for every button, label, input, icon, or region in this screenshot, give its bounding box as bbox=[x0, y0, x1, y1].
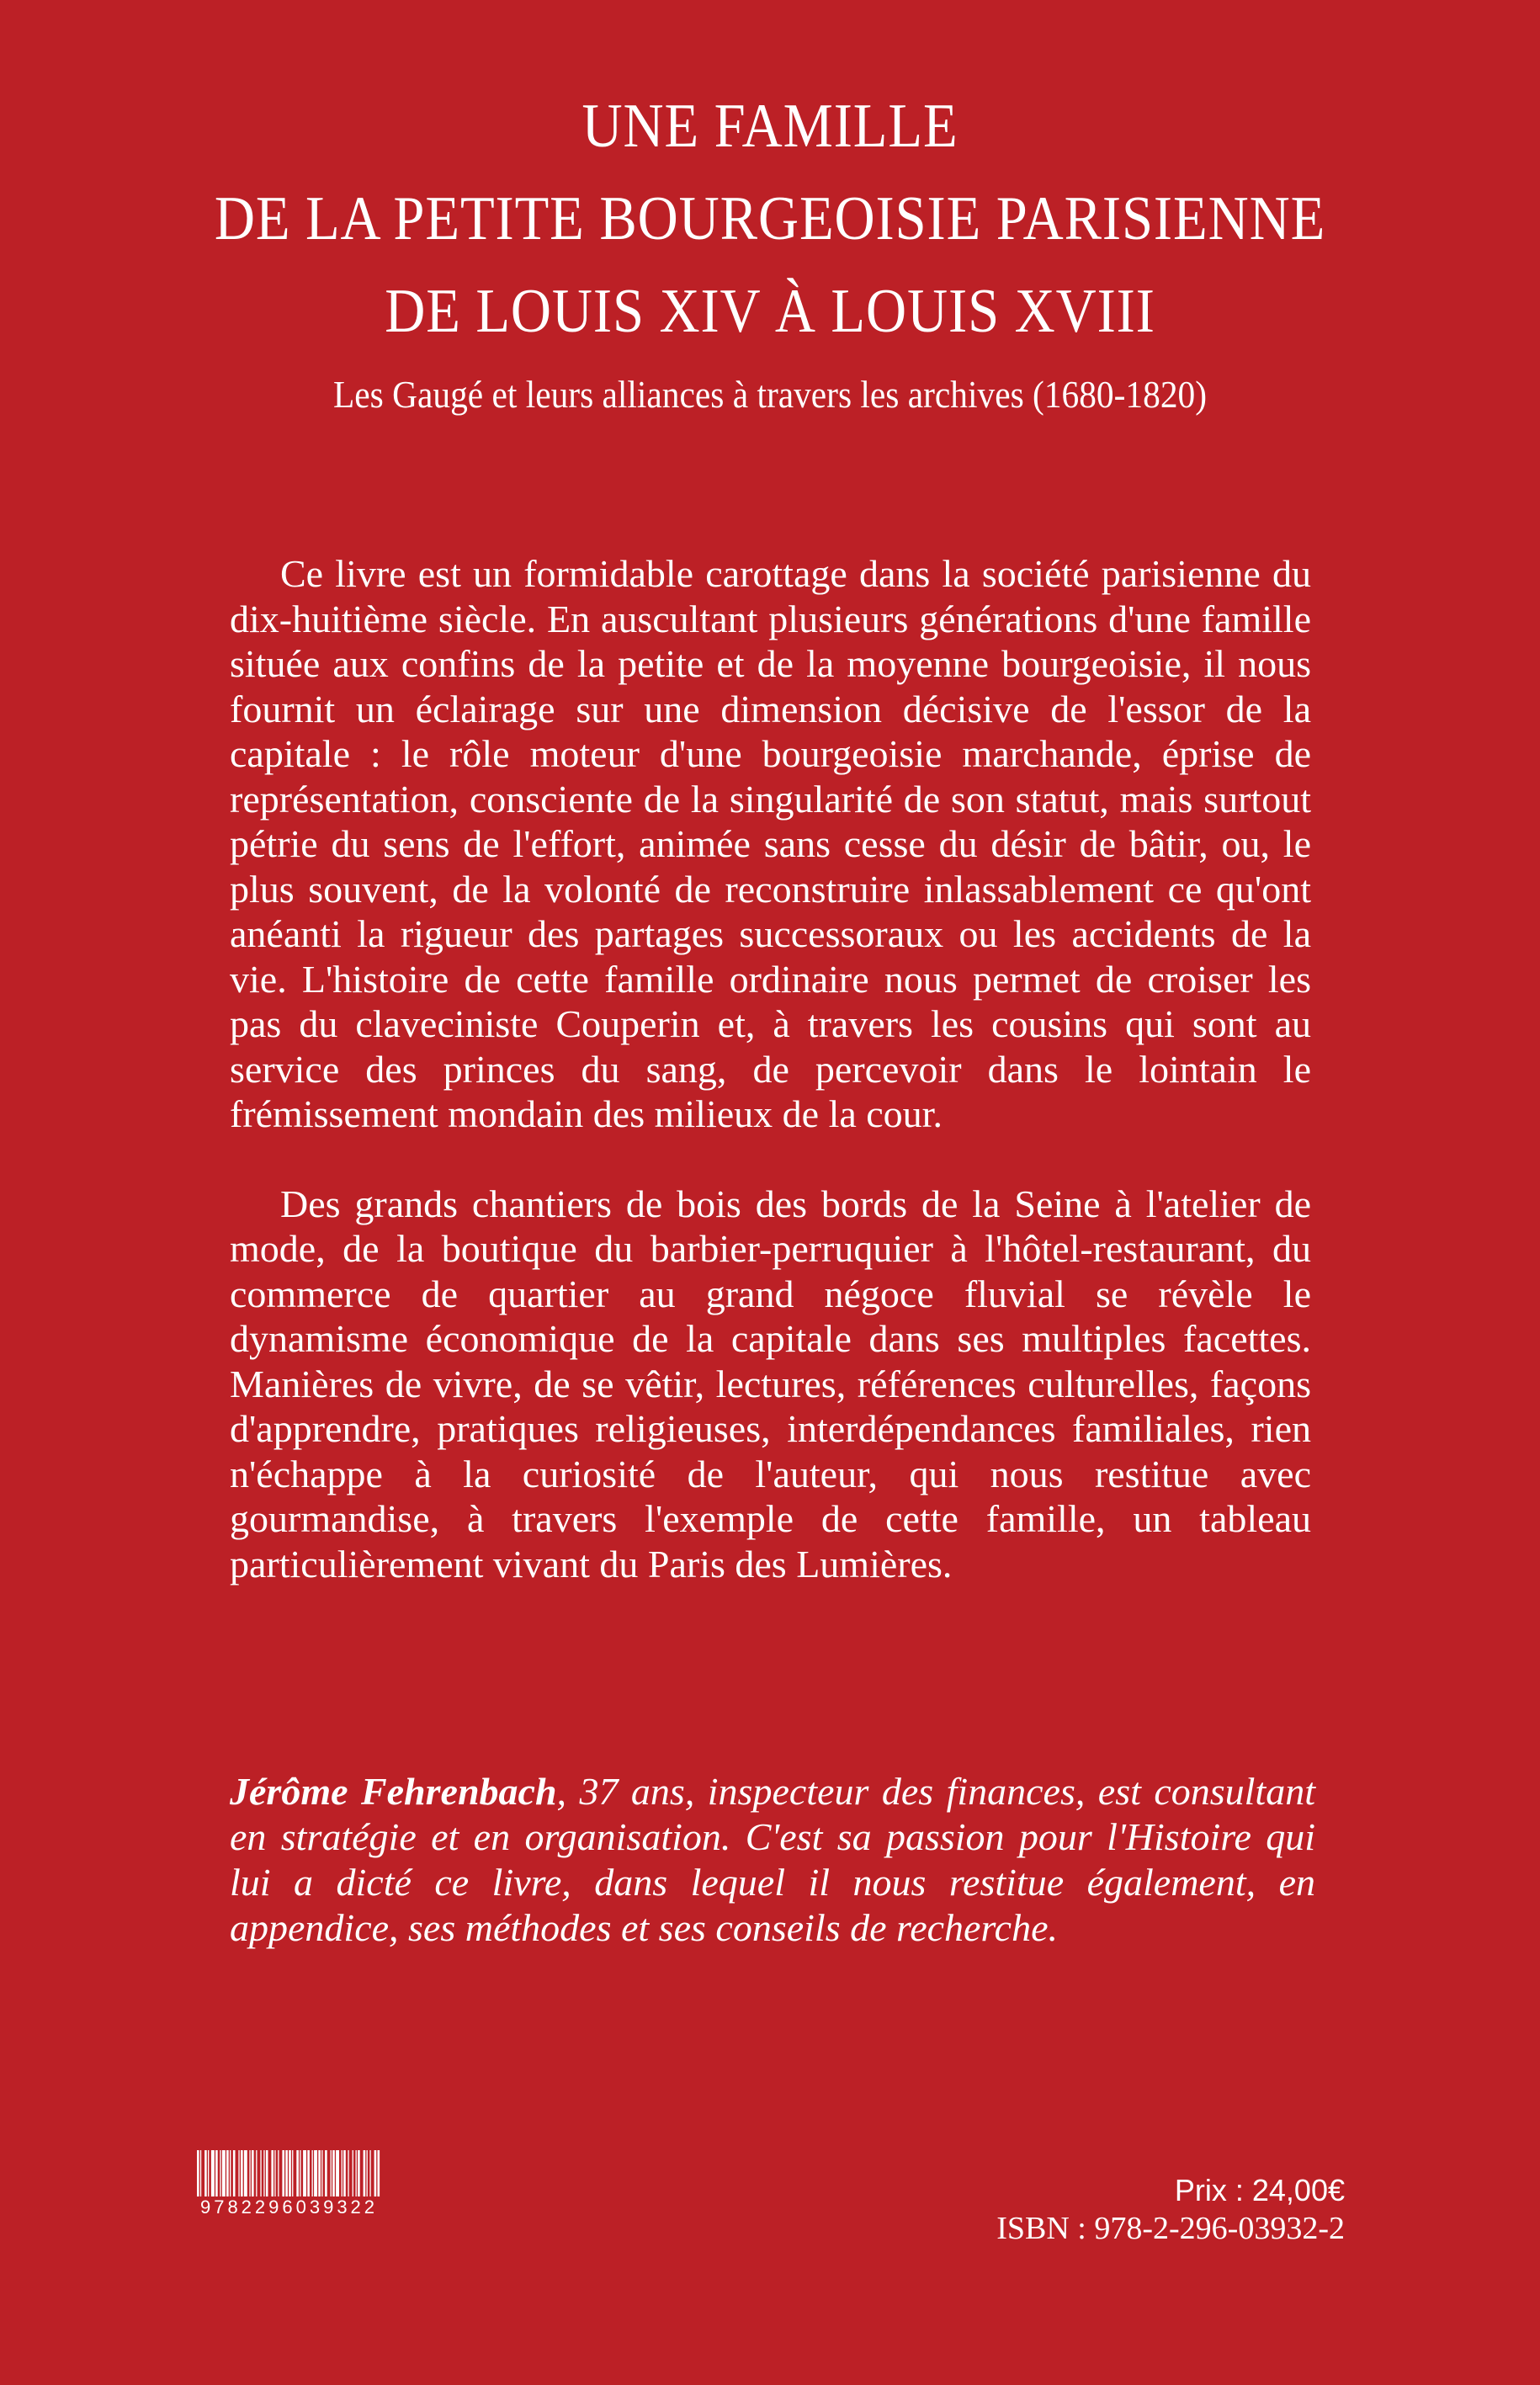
barcode-bar bbox=[285, 2150, 288, 2199]
barcode-bar bbox=[325, 2150, 327, 2199]
barcode-bar bbox=[241, 2150, 243, 2199]
barcode-bar bbox=[238, 2150, 239, 2199]
barcode-bar bbox=[271, 2150, 273, 2199]
barcode-bar bbox=[200, 2150, 201, 2199]
barcode-bar bbox=[331, 2150, 332, 2199]
barcode-bar bbox=[342, 2150, 343, 2199]
barcode-bar bbox=[374, 2150, 377, 2199]
barcode-bars bbox=[195, 2150, 383, 2199]
barcode-bar bbox=[260, 2150, 261, 2199]
barcode-bar bbox=[303, 2150, 306, 2199]
barcode-bar bbox=[336, 2150, 339, 2199]
isbn: ISBN : 978-2-296-03932-2 bbox=[996, 2211, 1345, 2246]
barcode-bar bbox=[356, 2150, 357, 2199]
barcode-bar bbox=[204, 2150, 207, 2199]
barcode-bar bbox=[292, 2150, 293, 2199]
title-block bbox=[0, 80, 1540, 420]
barcode-bar bbox=[197, 2150, 199, 2199]
barcode-bar bbox=[358, 2150, 360, 2199]
barcode-bar bbox=[256, 2150, 257, 2199]
barcode-bar bbox=[211, 2150, 215, 2199]
barcode-bar bbox=[278, 2150, 279, 2199]
barcode-bar bbox=[312, 2150, 313, 2199]
barcode-bar bbox=[263, 2150, 264, 2199]
barcode-bar bbox=[266, 2150, 268, 2199]
barcode-bar bbox=[244, 2150, 247, 2199]
barcode-bar bbox=[378, 2150, 380, 2199]
barcode-bar bbox=[215, 2150, 218, 2199]
barcode-bar bbox=[307, 2150, 310, 2199]
barcode-bar bbox=[249, 2150, 250, 2199]
barcode-bar bbox=[208, 2150, 209, 2199]
author-name: Jérôme Fehrenbach bbox=[230, 1770, 557, 1813]
barcode-bar bbox=[233, 2150, 236, 2199]
barcode-bar bbox=[343, 2150, 346, 2199]
title-line-3: DE LOUIS XIV À LOUIS XVIII bbox=[385, 277, 1155, 346]
barcode-bar bbox=[274, 2150, 275, 2199]
barcode-bar bbox=[230, 2150, 231, 2199]
barcode-number: 9782296039322 bbox=[195, 2196, 383, 2218]
barcode-bar bbox=[296, 2150, 299, 2199]
barcode-bar bbox=[289, 2150, 291, 2199]
subtitle: Les Gaugé et leurs alliances à travers les archives (1680-1820) bbox=[332, 374, 1208, 416]
blurb bbox=[230, 551, 1311, 1586]
barcode-bar bbox=[332, 2150, 335, 2199]
title-line-1: UNE FAMILLE bbox=[581, 92, 959, 161]
barcode-bar bbox=[321, 2150, 322, 2199]
barcode-bar bbox=[367, 2150, 368, 2199]
blurb-paragraph-2: Des grands chantiers de bois des bords de la Seine à l'atelier de mode, de la boutique du barbier-perruquier à l'hôtel-restaurant, du commerce de quartier au grand négoce fluvial se révèle le dynamisme économique de la capitale dans ses multiples facettes. Manières de vivre, de se vêtir, lectures, références culturelles, façons d'apprendre, pratiques religieuses, interdépendances familiales, rien n'échappe à la curiosité de l'auteur, qui nous restitue avec gourmandise, à travers l'exemple de cette famille, un tableau particulièrement vivant du Paris des Lumières. bbox=[230, 1182, 1311, 1586]
barcode-bar bbox=[226, 2150, 229, 2199]
title-line-2: DE LA PETITE BOURGEOISIE PARISIENNE bbox=[214, 184, 1326, 253]
barcode-bar bbox=[222, 2150, 226, 2199]
barcode-bar bbox=[282, 2150, 284, 2199]
barcode-bar bbox=[252, 2150, 254, 2199]
barcode-bar bbox=[364, 2150, 366, 2199]
barcode-bar bbox=[318, 2150, 321, 2199]
author-bio-text: , 37 ans, inspecteur des finances, est consultant en stratégie et en organisation. C'est sa passion pour l'Histoire qui lui a dicté ce livre, dans lequel il nous restitue également, en appendice, ses méthodes et ses conseils de recherche. bbox=[230, 1770, 1315, 1949]
barcode-bar bbox=[314, 2150, 317, 2199]
barcode-bar bbox=[369, 2150, 370, 2199]
blurb-paragraph-1: Ce livre est un formidable carottage dans la société parisienne du dix-huitième siècle. En auscultant plusieurs générations d'une famille située aux confins de la petite et de la moyenne bourgeoisie, il nous fournit un éclairage sur une dimension décisive de l'essor de la capitale : le rôle moteur d'une bourgeoisie marchande, éprise de représentation, consciente de la singularité de son statut, mais surtout pétrie du sens de l'effort, animée sans cesse du désir de bâtir, ou, le plus souvent, de la volonté de reconstruire inlassablement ce qu'ont anéanti la rigueur des partages successoraux ou les accidents de la vie. L'histoire de cette famille ordinaire nous permet de croiser les pas du claveciniste Couperin et, à travers les cousins qui sont au service des princes du sang, de percevoir dans le lointain le frémissement mondain des milieux de la cour. bbox=[230, 552, 1311, 1135]
price: Prix : 24,00€ bbox=[1174, 2173, 1345, 2207]
author-bio bbox=[230, 1769, 1315, 1951]
